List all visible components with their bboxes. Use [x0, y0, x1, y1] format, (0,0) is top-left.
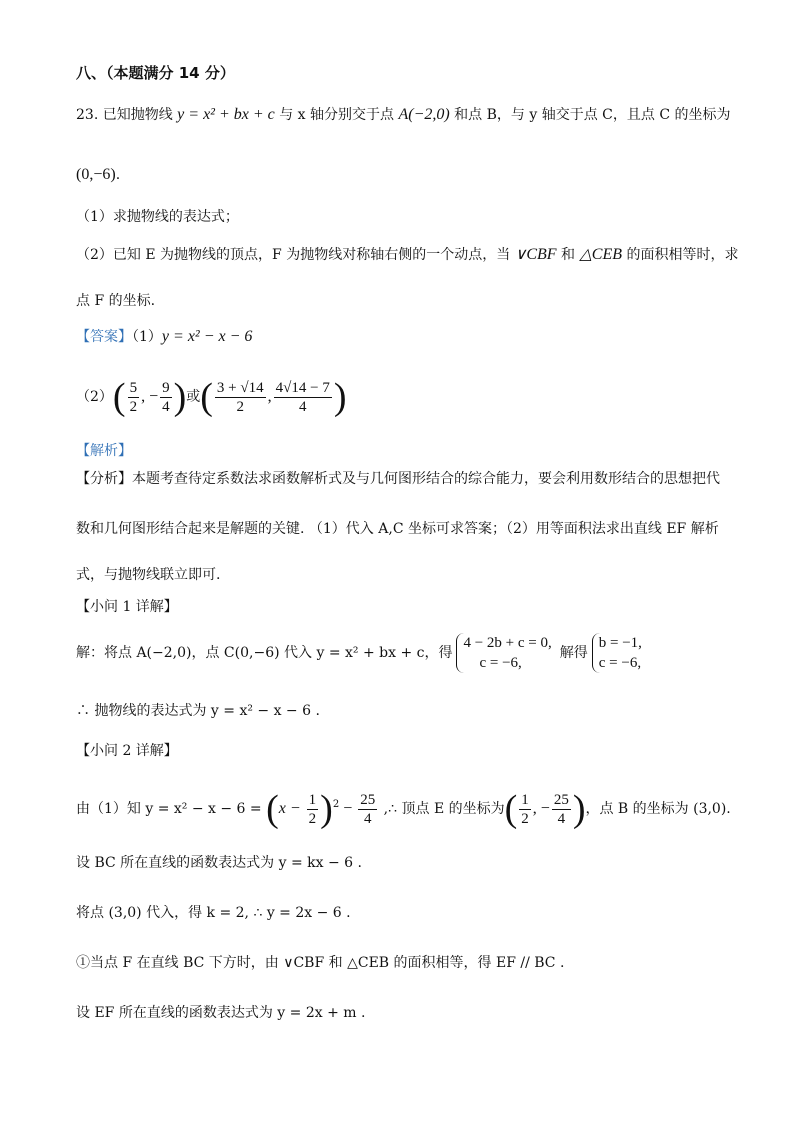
vertex-x: $\frac{1}{2}$ — [521, 791, 529, 827]
point-c-coord: (0,−6) — [76, 166, 116, 183]
part-2-text-c: 和 — [556, 247, 580, 263]
answer-frac-3-sqrt14: $\frac{3 + √14}{2}$ — [216, 379, 264, 415]
sub-2-line-2: 设 BC 所在直线的函数表达式为 y = kx − 6 . — [76, 855, 362, 871]
part-2-text-e: 的面积相等时，求 — [622, 247, 739, 263]
answer-line-2: （2）( $\frac{5}{2}$ , − $\frac{9}{4}$ )或( $\frac{3 + √14}{2}$ , $\frac{4√14 - 7}{4}$ ) — [76, 376, 347, 418]
question-text-3: 和点 B，与 y 轴交于点 C，且点 C 的坐标为 — [449, 107, 731, 123]
question-text-4: . — [115, 167, 121, 183]
answer-frac-5-2: $\frac{5}{2}$ — [129, 379, 138, 415]
part-2-cont: 点 F 的坐标. — [76, 293, 156, 309]
area-cbf: ∨CBF — [514, 246, 557, 263]
question-text-1: 23. 已知抛物线 — [76, 107, 178, 123]
frac-25-4: $\frac{25}{4}$ — [360, 791, 376, 827]
sub-2-line-4: ①当点 F 在直线 BC 下方时，由 ∨CBF 和 △CEB 的面积相等，得 EF // BC . — [76, 955, 565, 971]
sub-1-text: 解：将点 A(−2,0)，点 C(0,−6) 代入 y = x² + bx + c，得 — [76, 645, 453, 661]
question-stem-cont — [76, 164, 760, 186]
analysis-line-2: 数和几何图形结合起来是解题的关键. （1）代入 A,C 坐标可求答案；（2）用等面积法求出直线 EF 解析 — [76, 521, 719, 537]
sub-1-heading: 【小问 1 详解】 — [76, 599, 178, 615]
answer-or: 或 — [186, 389, 201, 405]
sub-1-line-1 — [76, 630, 760, 676]
answer-line-1 — [76, 326, 760, 348]
sub-2-heading: 【小问 2 详解】 — [76, 743, 178, 759]
answer-frac-9-4: $\frac{9}{4}$ — [162, 379, 170, 415]
sub-2-text-e: ，点 B 的坐标为 (3,0). — [585, 801, 731, 817]
answer-1-equation: y = x² − x − 6 — [161, 328, 253, 345]
sub-2-text-d: ,∴ 顶点 E 的坐标为 — [379, 801, 505, 817]
vertex-y: $\frac{25}{4}$ — [553, 791, 569, 827]
system-of-equations-1: 4 − 2b + c = 0, c = −6, — [456, 633, 551, 673]
analysis-line-3: 式，与抛物线联立即可. — [76, 567, 221, 583]
answer-1-label: （1） — [132, 329, 162, 345]
sub-2-line-1: 由（1）知 y = x² − x − 6 = (x − $\frac{1}{2}$ )$^2$ − $\frac{25}{4}$ ,∴ 顶点 E 的坐标为( $\frac{1}{2}$ , − $\frac{25}{4}$ )，点 B 的坐标为 (3,0). — [76, 788, 731, 830]
sub-2-text-a: 由（1）知 y = x² − x − 6 = — [76, 801, 267, 817]
sub-2-line-3: 将点 (3,0) 代入，得 k = 2, ∴ y = 2x − 6 . — [76, 905, 351, 921]
sub-1-result: ∴ 抛物线的表达式为 y = x² − x − 6 . — [76, 703, 320, 719]
part-1: （1）求抛物线的表达式； — [76, 209, 239, 225]
answer-frac-4sqrt14: $\frac{4√14 - 7}{4}$ — [275, 379, 330, 415]
section-heading: 八、（本题满分 14 分） — [76, 64, 235, 82]
point-a: A(−2,0) — [398, 106, 450, 123]
analysis-tag: 【解析】 — [76, 443, 132, 459]
answer-tag: 【答案】 — [76, 329, 132, 345]
area-ceb: △CEB — [579, 246, 623, 263]
frac-1-2: $\frac{1}{2}$ — [308, 791, 317, 827]
analysis-line-1: 【分析】本题考查待定系数法求函数解析式及与几何图形结合的综合能力，要会利用数形结合的思想把代 — [76, 471, 720, 487]
part-2-text-a: （2）已知 E 为抛物线的顶点，F 为抛物线对称轴右侧的一个动点，当 — [76, 247, 515, 263]
parabola-equation: y = x² + bx + c — [177, 106, 275, 123]
system-of-equations-2: b = −1, c = −6, — [592, 633, 642, 673]
question-text-2: 与 x 轴分别交于点 — [274, 107, 399, 123]
part-2 — [76, 244, 760, 266]
sub-2-line-5: 设 EF 所在直线的函数表达式为 y = 2x + m . — [76, 1005, 366, 1021]
sub-1-solve-word: 解得 — [559, 645, 588, 661]
question-stem — [76, 104, 760, 126]
answer-2-label: （2） — [76, 389, 113, 405]
